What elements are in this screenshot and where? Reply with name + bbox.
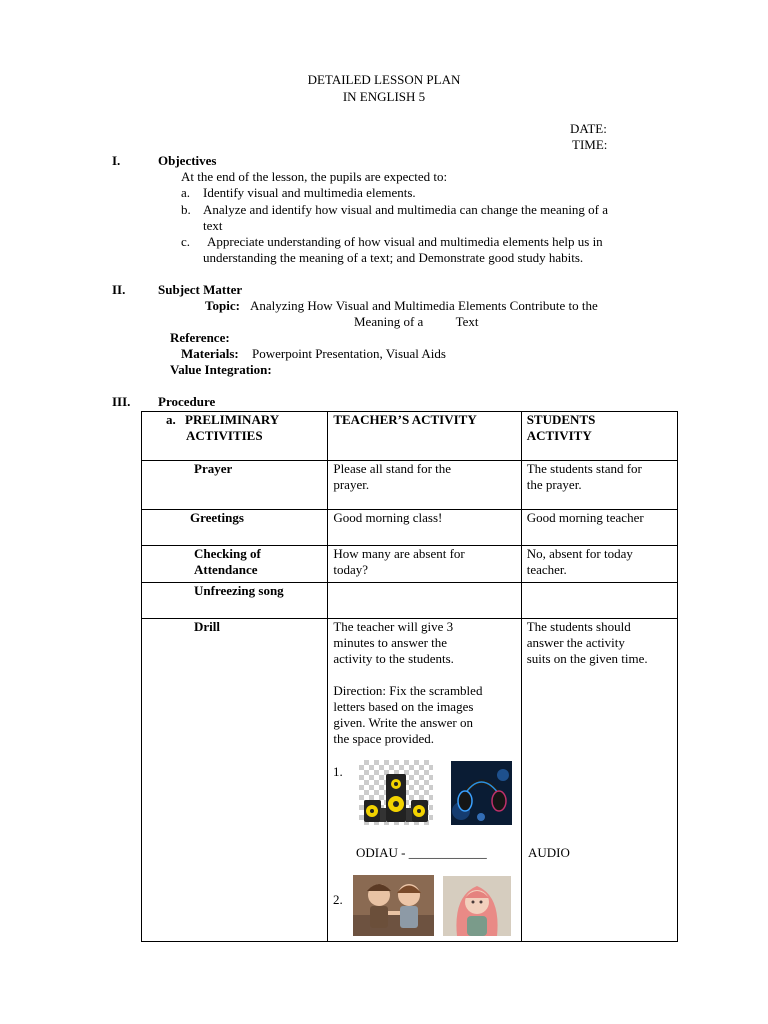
objective-marker-b: b.	[181, 202, 191, 217]
objective-a-line1: Identify visual and multimedia elements.	[203, 185, 416, 200]
drill-teacher-p1-line1: The teacher will give 3	[333, 619, 454, 634]
children-icon	[353, 875, 434, 936]
speaker-icon	[359, 760, 433, 825]
drill-teacher-p1-line2: minutes to answer the	[333, 635, 448, 650]
doc-subtitle: IN ENGLISH 5	[342, 89, 426, 104]
greetings-students-cell	[521, 510, 677, 546]
drill-label: Drill	[194, 619, 220, 634]
table-row-greetings	[142, 510, 678, 546]
drill-students-line1: The students should	[526, 619, 631, 634]
objective-marker-c: c.	[181, 234, 191, 249]
girl-icon	[443, 876, 511, 936]
attendance-label-line1: Checking of	[194, 546, 261, 561]
attendance-label-line2: Attendance	[194, 562, 258, 577]
prayer-teacher-cell	[328, 461, 521, 510]
drill-teacher-p2-line1: Direction: Fix the scrambled	[333, 683, 483, 698]
drill-item2-number: 2.	[333, 892, 343, 907]
prayer-students-line1: The students stand for	[526, 461, 642, 476]
prayer-students-cell	[521, 461, 677, 510]
table-row-attendance	[142, 546, 678, 583]
attendance-teacher-cell	[328, 546, 521, 583]
drill-students-answer1: AUDIO	[528, 845, 570, 860]
table-row-unfreezing	[142, 583, 678, 619]
header-teacher-cell	[328, 412, 521, 461]
prayer-teacher-line2: prayer.	[333, 477, 370, 492]
value-integration-label: Value Integration:	[170, 362, 272, 377]
drill-label-cell	[142, 619, 328, 942]
materials-value: Powerpoint Presentation, Visual Aids	[252, 346, 446, 361]
unfreezing-label: Unfreezing song	[194, 583, 284, 598]
section-numeral-3: III.	[112, 394, 131, 409]
greetings-teacher-cell	[328, 510, 521, 546]
attendance-teacher-line2: today?	[333, 562, 368, 577]
unfreezing-students-cell	[521, 583, 677, 619]
topic-line1: Analyzing How Visual and Multimedia Elements Contribute to the	[250, 298, 598, 313]
objective-c-line2: understanding the meaning of a text; and Demonstrate good study habits.	[203, 250, 584, 265]
headphones-icon	[451, 761, 512, 825]
section-numeral-2: II.	[112, 282, 126, 297]
objective-marker-a: a.	[181, 185, 191, 200]
header-col3-line2: ACTIVITY	[526, 428, 592, 443]
table-row-prayer	[142, 461, 678, 510]
header-students-cell	[521, 412, 677, 461]
section-numeral-1: I.	[112, 153, 121, 168]
objective-b-line1: Analyze and identify how visual and multimedia can change the meaning of a	[203, 202, 609, 217]
drill-teacher-p2-line2: letters based on the images	[333, 699, 474, 714]
topic-label: Topic:	[205, 298, 240, 313]
header-col1-line2: ACTIVITIES	[186, 428, 263, 443]
drill-students-line2: answer the activity	[526, 635, 625, 650]
unfreezing-teacher-cell	[328, 583, 521, 619]
header-teacher-label: TEACHER’S ACTIVITY	[333, 412, 477, 427]
greetings-teacher: Good morning class!	[333, 510, 443, 525]
procedure-table	[141, 411, 678, 942]
greetings-students: Good morning teacher	[526, 510, 644, 525]
greetings-label-cell	[142, 510, 328, 546]
objective-c-line1: Appreciate understanding of how visual and multimedia elements help us in	[207, 234, 603, 249]
greetings-label: Greetings	[190, 510, 244, 525]
attendance-teacher-line1: How many are absent for	[333, 546, 465, 561]
attendance-label-cell	[142, 546, 328, 583]
subject-matter-heading: Subject Matter	[158, 282, 243, 297]
drill-item1-text: ODIAU - ____________	[356, 845, 487, 860]
drill-students-cell	[521, 619, 677, 942]
date-label: DATE:	[570, 121, 607, 136]
drill-students-line3: suits on the given time.	[526, 651, 648, 666]
objective-b-line2: text	[203, 218, 223, 233]
table-header-row	[142, 412, 678, 461]
procedure-heading: Procedure	[158, 394, 216, 409]
header-col3-line1: STUDENTS	[526, 412, 596, 427]
prayer-label: Prayer	[194, 461, 233, 476]
header-marker: a.	[166, 412, 176, 427]
header-preliminary-cell	[142, 412, 328, 461]
prayer-students-line2: the prayer.	[526, 477, 582, 492]
attendance-students-line1: No, absent for today	[526, 546, 633, 561]
unfreezing-label-cell	[142, 583, 328, 619]
prayer-teacher-line1: Please all stand for the	[333, 461, 452, 476]
header-col1-line1: PRELIMINARY	[185, 412, 280, 427]
topic-line2: Meaning of a Text	[354, 314, 479, 329]
attendance-students-cell	[521, 546, 677, 583]
drill-item1-number: 1.	[333, 764, 343, 779]
materials-label: Materials:	[181, 346, 239, 361]
prayer-label-cell	[142, 461, 328, 510]
drill-teacher-p2-line4: the space provided.	[333, 731, 435, 746]
drill-teacher-p1-line3: activity to the students.	[333, 651, 454, 666]
attendance-students-line2: teacher.	[526, 562, 567, 577]
doc-title: DETAILED LESSON PLAN	[307, 72, 461, 87]
objectives-intro: At the end of the lesson, the pupils are expected to:	[181, 169, 448, 184]
drill-teacher-p2-line3: given. Write the answer on	[333, 715, 474, 730]
objectives-heading: Objectives	[158, 153, 217, 168]
time-label: TIME:	[572, 137, 608, 152]
reference-label: Reference:	[170, 330, 230, 345]
